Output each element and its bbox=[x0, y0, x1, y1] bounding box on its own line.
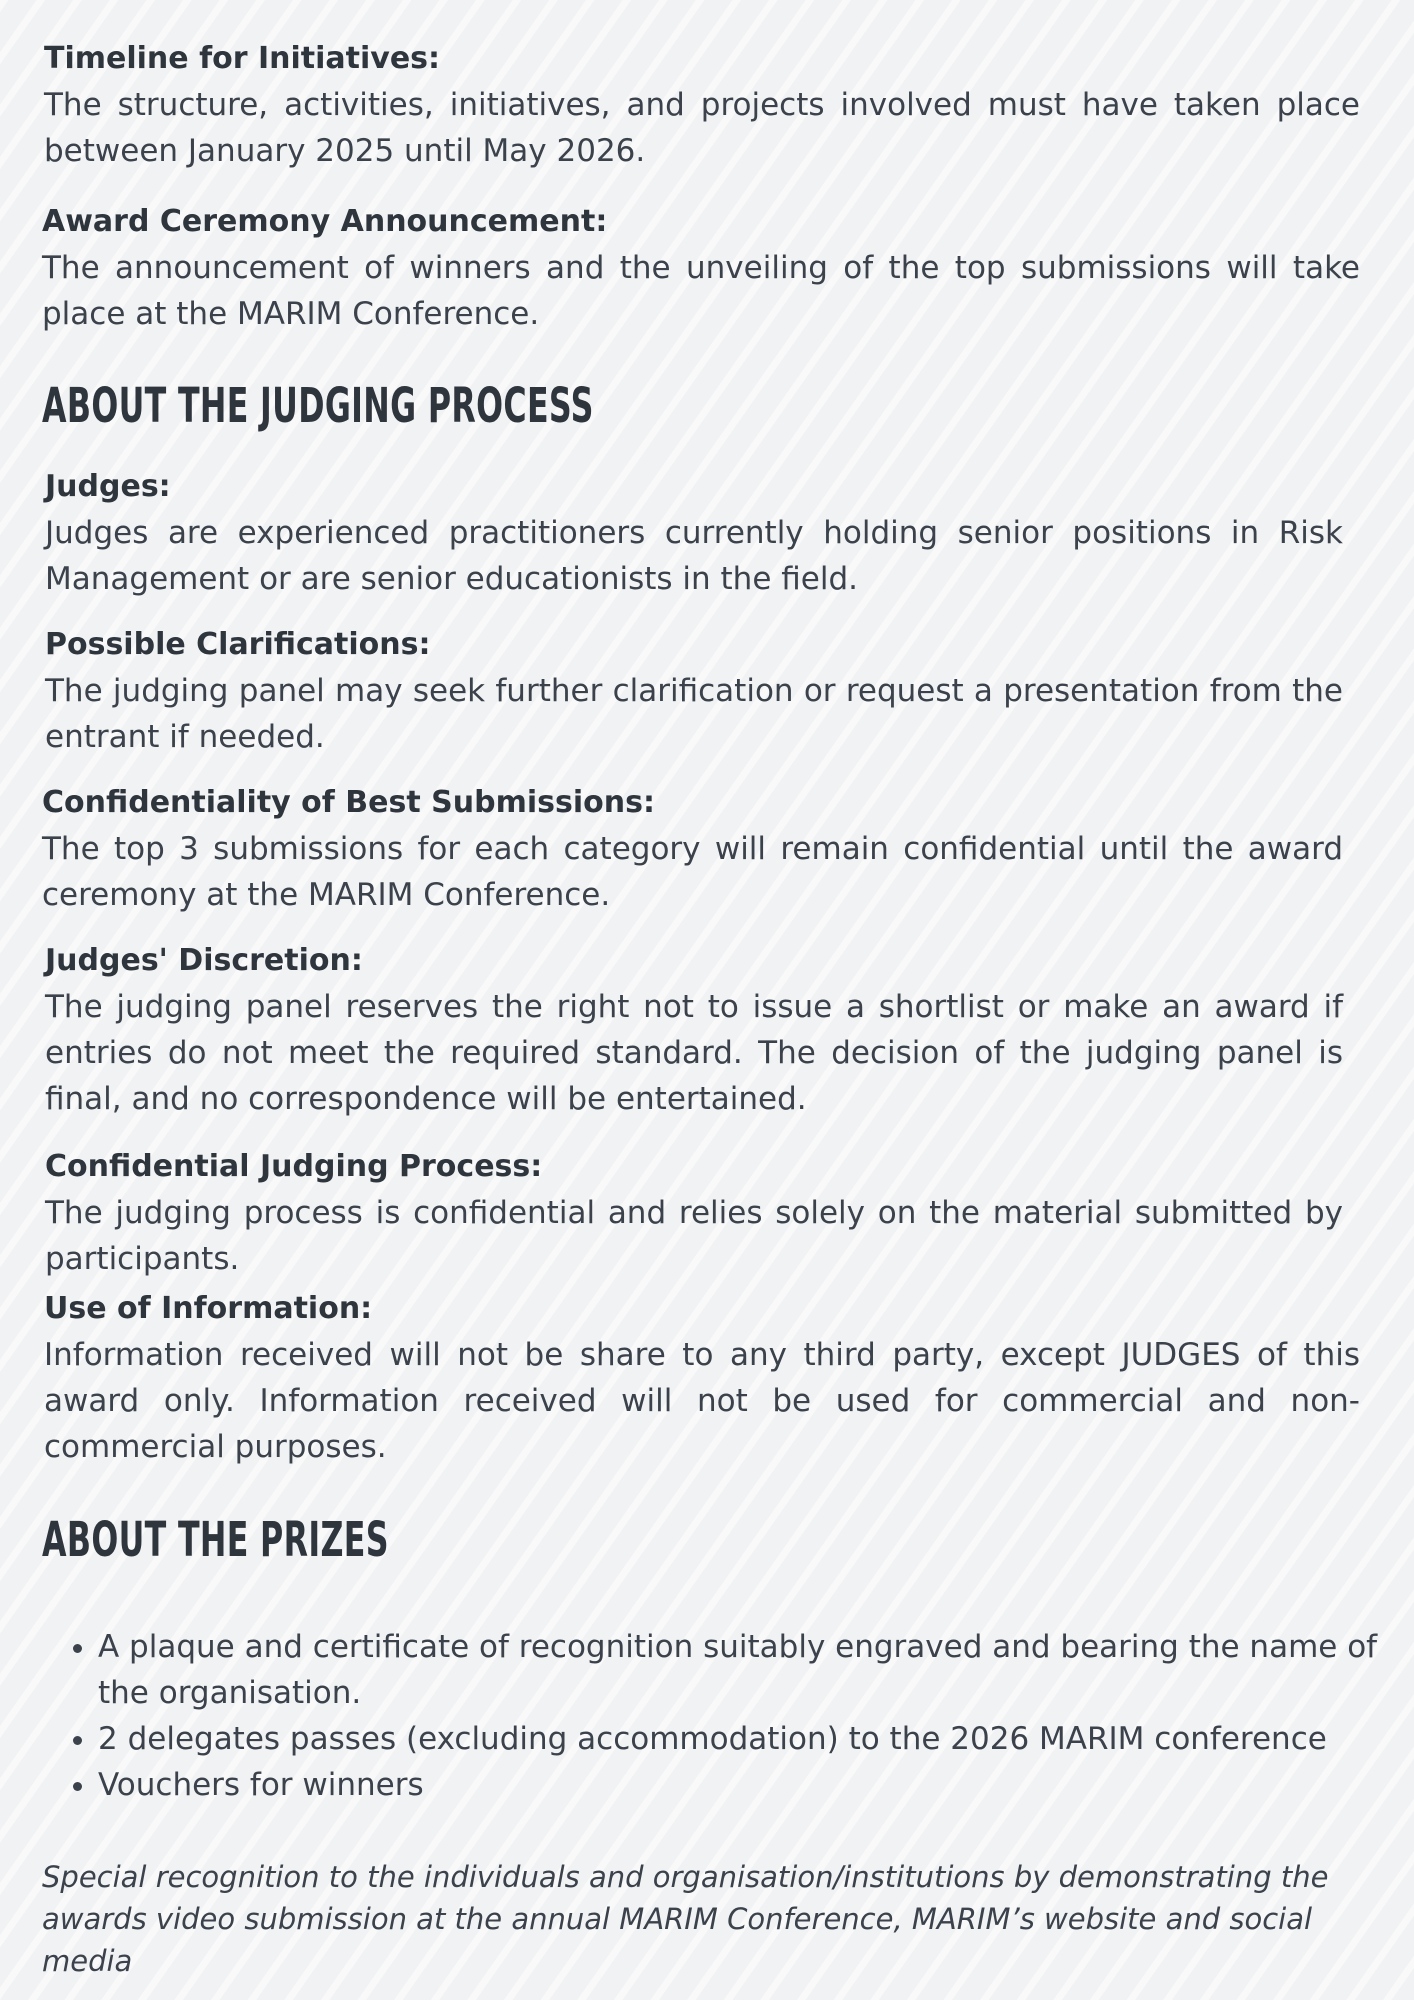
ceremony-label: Award Ceremony Announcement: bbox=[42, 204, 608, 239]
judges-text: Judges are experienced practitioners currently holding senior positions in Risk Management or are senior educationists in the field. bbox=[45, 515, 1343, 597]
judges-section bbox=[45, 466, 1343, 602]
timeline-section bbox=[44, 38, 1360, 174]
judging-process-text: The judging process is confidential and relies solely on the material submitted by participants. bbox=[45, 1195, 1343, 1277]
ceremony-section bbox=[42, 201, 1360, 337]
clarifications-text: The judging panel may seek further clarification or request a presentation from the entrant if needed. bbox=[45, 673, 1343, 755]
ceremony-text: The announcement of winners and the unveiling of the top submissions will take place at the MARIM Conference. bbox=[42, 250, 1360, 332]
timeline-text: The structure, activities, initiatives, and projects involved must have taken place between January 2025 until May 2026. bbox=[44, 87, 1360, 169]
information-text: Information received will not be share to any third party, except JUDGES of this award only. Information received will not be used for commercial and non-commercial purposes. bbox=[44, 1337, 1360, 1465]
discretion-section bbox=[45, 940, 1343, 1122]
judging-process-label: Confidential Judging Process: bbox=[45, 1149, 543, 1184]
prize-list bbox=[52, 1624, 1408, 1808]
information-section bbox=[44, 1288, 1360, 1470]
information-label: Use of Information: bbox=[44, 1291, 373, 1326]
prize-item: • Vouchers for winners bbox=[98, 1762, 1408, 1808]
special-recognition-note: Special recognition to the individuals and organisation/institutions by demonstrating the awards video submission at the annual MARIM Conference, MARIM’s website and social media bbox=[42, 1860, 1329, 1978]
prize-item: • A plaque and certificate of recognition suitably engraved and bearing the name of the organisation. bbox=[98, 1624, 1408, 1716]
prizes-section-title: ABOUT THE PRIZES bbox=[42, 1512, 389, 1568]
discretion-text: The judging panel reserves the right not to issue a shortlist or make an award if entries do not meet the required standard. The decision of the judging panel is final, and no correspondence will be entertained. bbox=[45, 989, 1343, 1117]
judging-section-title: ABOUT THE JUDGING PROCESS bbox=[42, 378, 594, 434]
prize-item: • 2 delegates passes (excluding accommodation) to the 2026 MARIM conference bbox=[98, 1716, 1408, 1762]
timeline-label: Timeline for Initiatives: bbox=[44, 41, 441, 76]
confidentiality-text: The top 3 submissions for each category will remain confidential until the award ceremony at the MARIM Conference. bbox=[42, 831, 1343, 913]
confidentiality-label: Confidentiality of Best Submissions: bbox=[42, 785, 655, 820]
clarifications-label: Possible Clarifications: bbox=[45, 627, 431, 662]
discretion-label: Judges' Discretion: bbox=[45, 943, 363, 978]
judging-process-section bbox=[45, 1146, 1343, 1282]
confidentiality-section bbox=[42, 782, 1343, 918]
clarifications-section bbox=[45, 624, 1343, 760]
judges-label: Judges: bbox=[45, 469, 171, 504]
